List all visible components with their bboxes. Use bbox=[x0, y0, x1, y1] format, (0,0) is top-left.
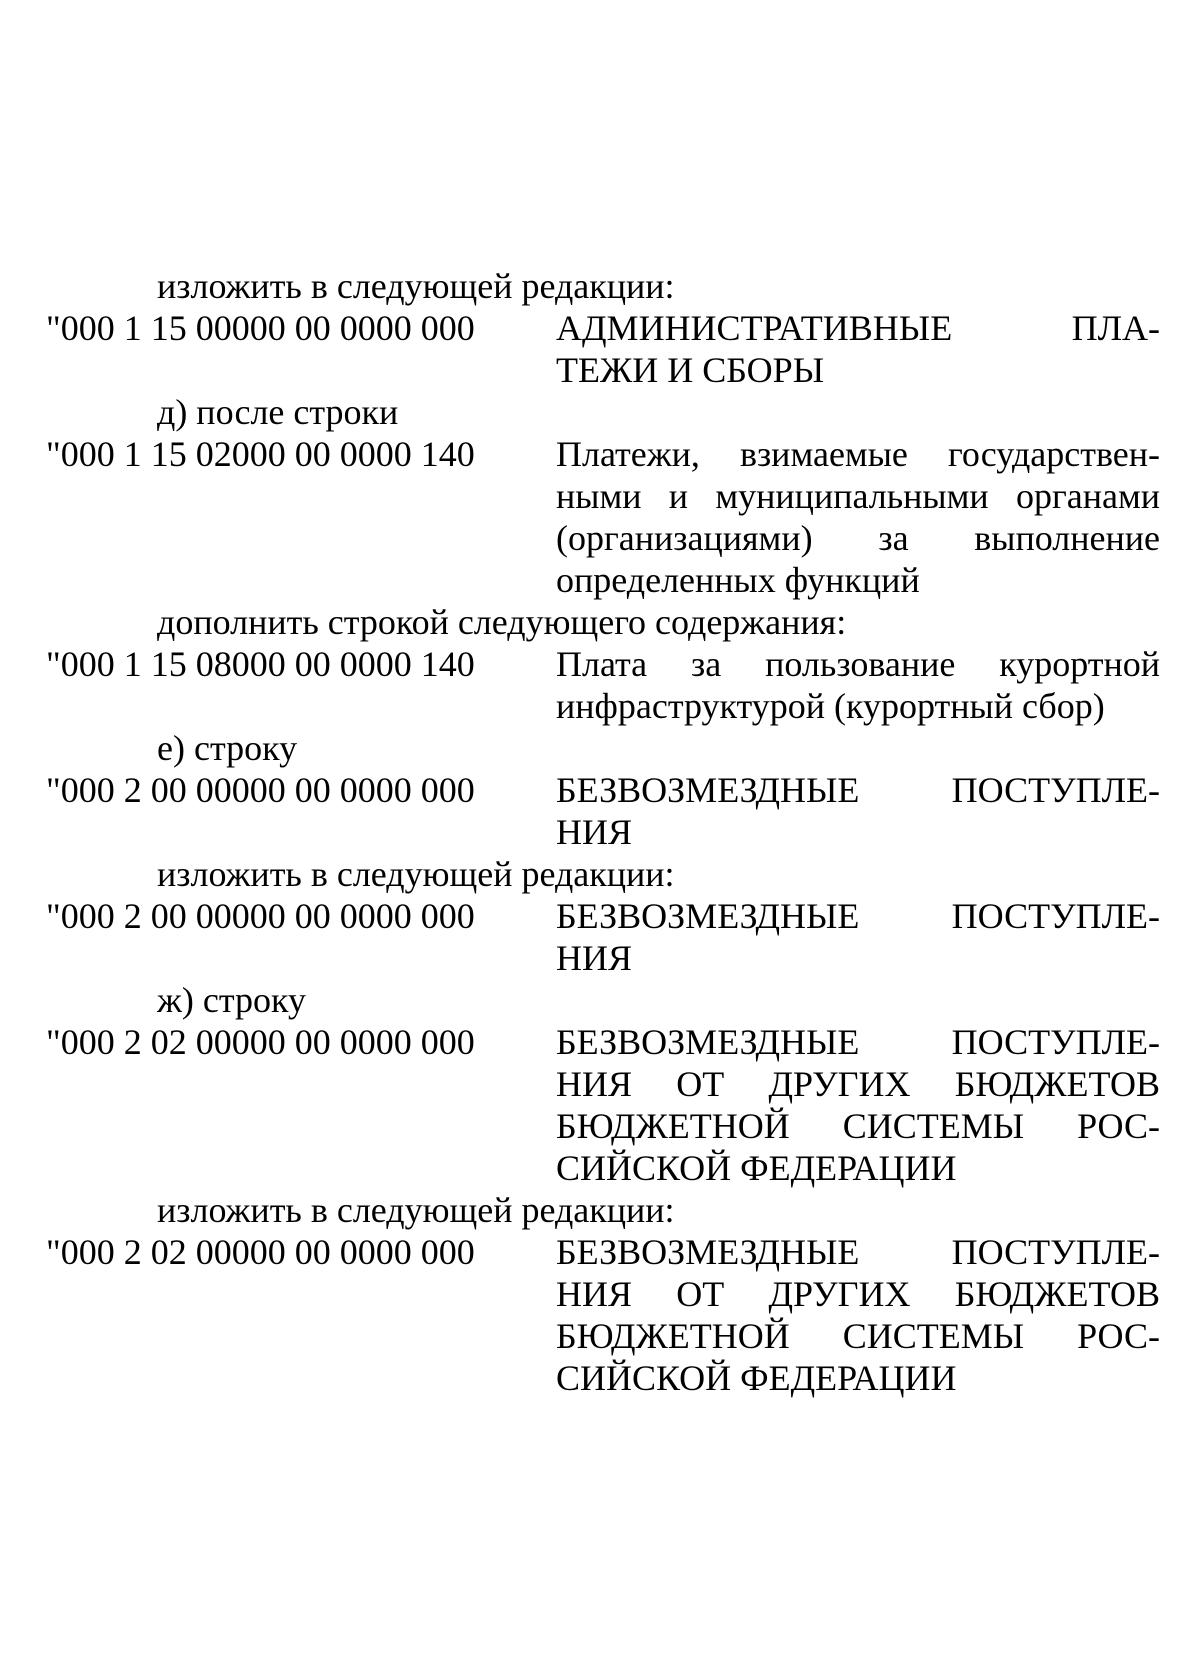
instruction-line: изложить в следующей редакции: bbox=[157, 1190, 675, 1230]
classification-description bbox=[556, 1231, 1160, 1399]
description-line: НИЯ ОТ ДРУГИХ БЮДЖЕТОВ bbox=[556, 1274, 1160, 1314]
description-line: Плата за пользование курортной bbox=[556, 644, 1160, 684]
classification-description bbox=[556, 307, 1160, 391]
classification-code: "000 2 02 00000 00 0000 000 bbox=[46, 1022, 475, 1062]
description-line: СИЙСКОЙ ФЕДЕРАЦИИ bbox=[556, 1148, 957, 1188]
classification-description bbox=[556, 433, 1160, 601]
instruction-line: дополнить строкой следующего содержания: bbox=[157, 602, 847, 642]
description-line: БЕЗВОЗМЕЗДНЫЕ ПОСТУПЛЕ- bbox=[556, 770, 1160, 810]
classification-code: "000 1 15 02000 00 0000 140 bbox=[46, 434, 475, 474]
description-line: СИЙСКОЙ ФЕДЕРАЦИИ bbox=[556, 1358, 957, 1398]
classification-code: "000 2 02 00000 00 0000 000 bbox=[46, 1232, 475, 1272]
instruction-line: е) строку bbox=[157, 728, 298, 768]
description-line: БЕЗВОЗМЕЗДНЫЕ ПОСТУПЛЕ- bbox=[556, 1232, 1160, 1272]
classification-code: "000 2 00 00000 00 0000 000 bbox=[46, 896, 475, 936]
classification-description bbox=[556, 769, 1160, 853]
description-line: инфраструктурой (курортный сбор) bbox=[556, 686, 1105, 726]
description-line: НИЯ ОТ ДРУГИХ БЮДЖЕТОВ bbox=[556, 1064, 1160, 1104]
classification-description bbox=[556, 1021, 1160, 1189]
classification-description bbox=[556, 895, 1160, 979]
description-line: ными и муниципальными органами bbox=[556, 476, 1160, 516]
instruction-line: ж) строку bbox=[157, 980, 306, 1020]
description-line: БЮДЖЕТНОЙ СИСТЕМЫ РОС- bbox=[556, 1316, 1160, 1356]
instruction-line: изложить в следующей редакции: bbox=[157, 854, 675, 894]
description-line: НИЯ bbox=[556, 812, 633, 852]
description-line: ТЕЖИ И СБОРЫ bbox=[556, 350, 825, 390]
description-line: АДМИНИСТРАТИВНЫЕ ПЛА- bbox=[556, 308, 1160, 348]
classification-code: "000 1 15 08000 00 0000 140 bbox=[46, 644, 475, 684]
description-line: (организациями) за выполнение bbox=[556, 518, 1160, 558]
classification-code: "000 1 15 00000 00 0000 000 bbox=[46, 308, 475, 348]
description-line: БЕЗВОЗМЕЗДНЫЕ ПОСТУПЛЕ- bbox=[556, 896, 1160, 936]
description-line: БЕЗВОЗМЕЗДНЫЕ ПОСТУПЛЕ- bbox=[556, 1022, 1160, 1062]
instruction-line: д) после строки bbox=[157, 392, 399, 432]
description-line: Платежи, взимаемые государствен- bbox=[556, 434, 1160, 474]
instruction-line: изложить в следующей редакции: bbox=[157, 266, 675, 306]
classification-code: "000 2 00 00000 00 0000 000 bbox=[46, 770, 475, 810]
description-line: определенных функций bbox=[556, 560, 920, 600]
description-line: НИЯ bbox=[556, 938, 633, 978]
classification-description bbox=[556, 643, 1160, 727]
description-line: БЮДЖЕТНОЙ СИСТЕМЫ РОС- bbox=[556, 1106, 1160, 1146]
